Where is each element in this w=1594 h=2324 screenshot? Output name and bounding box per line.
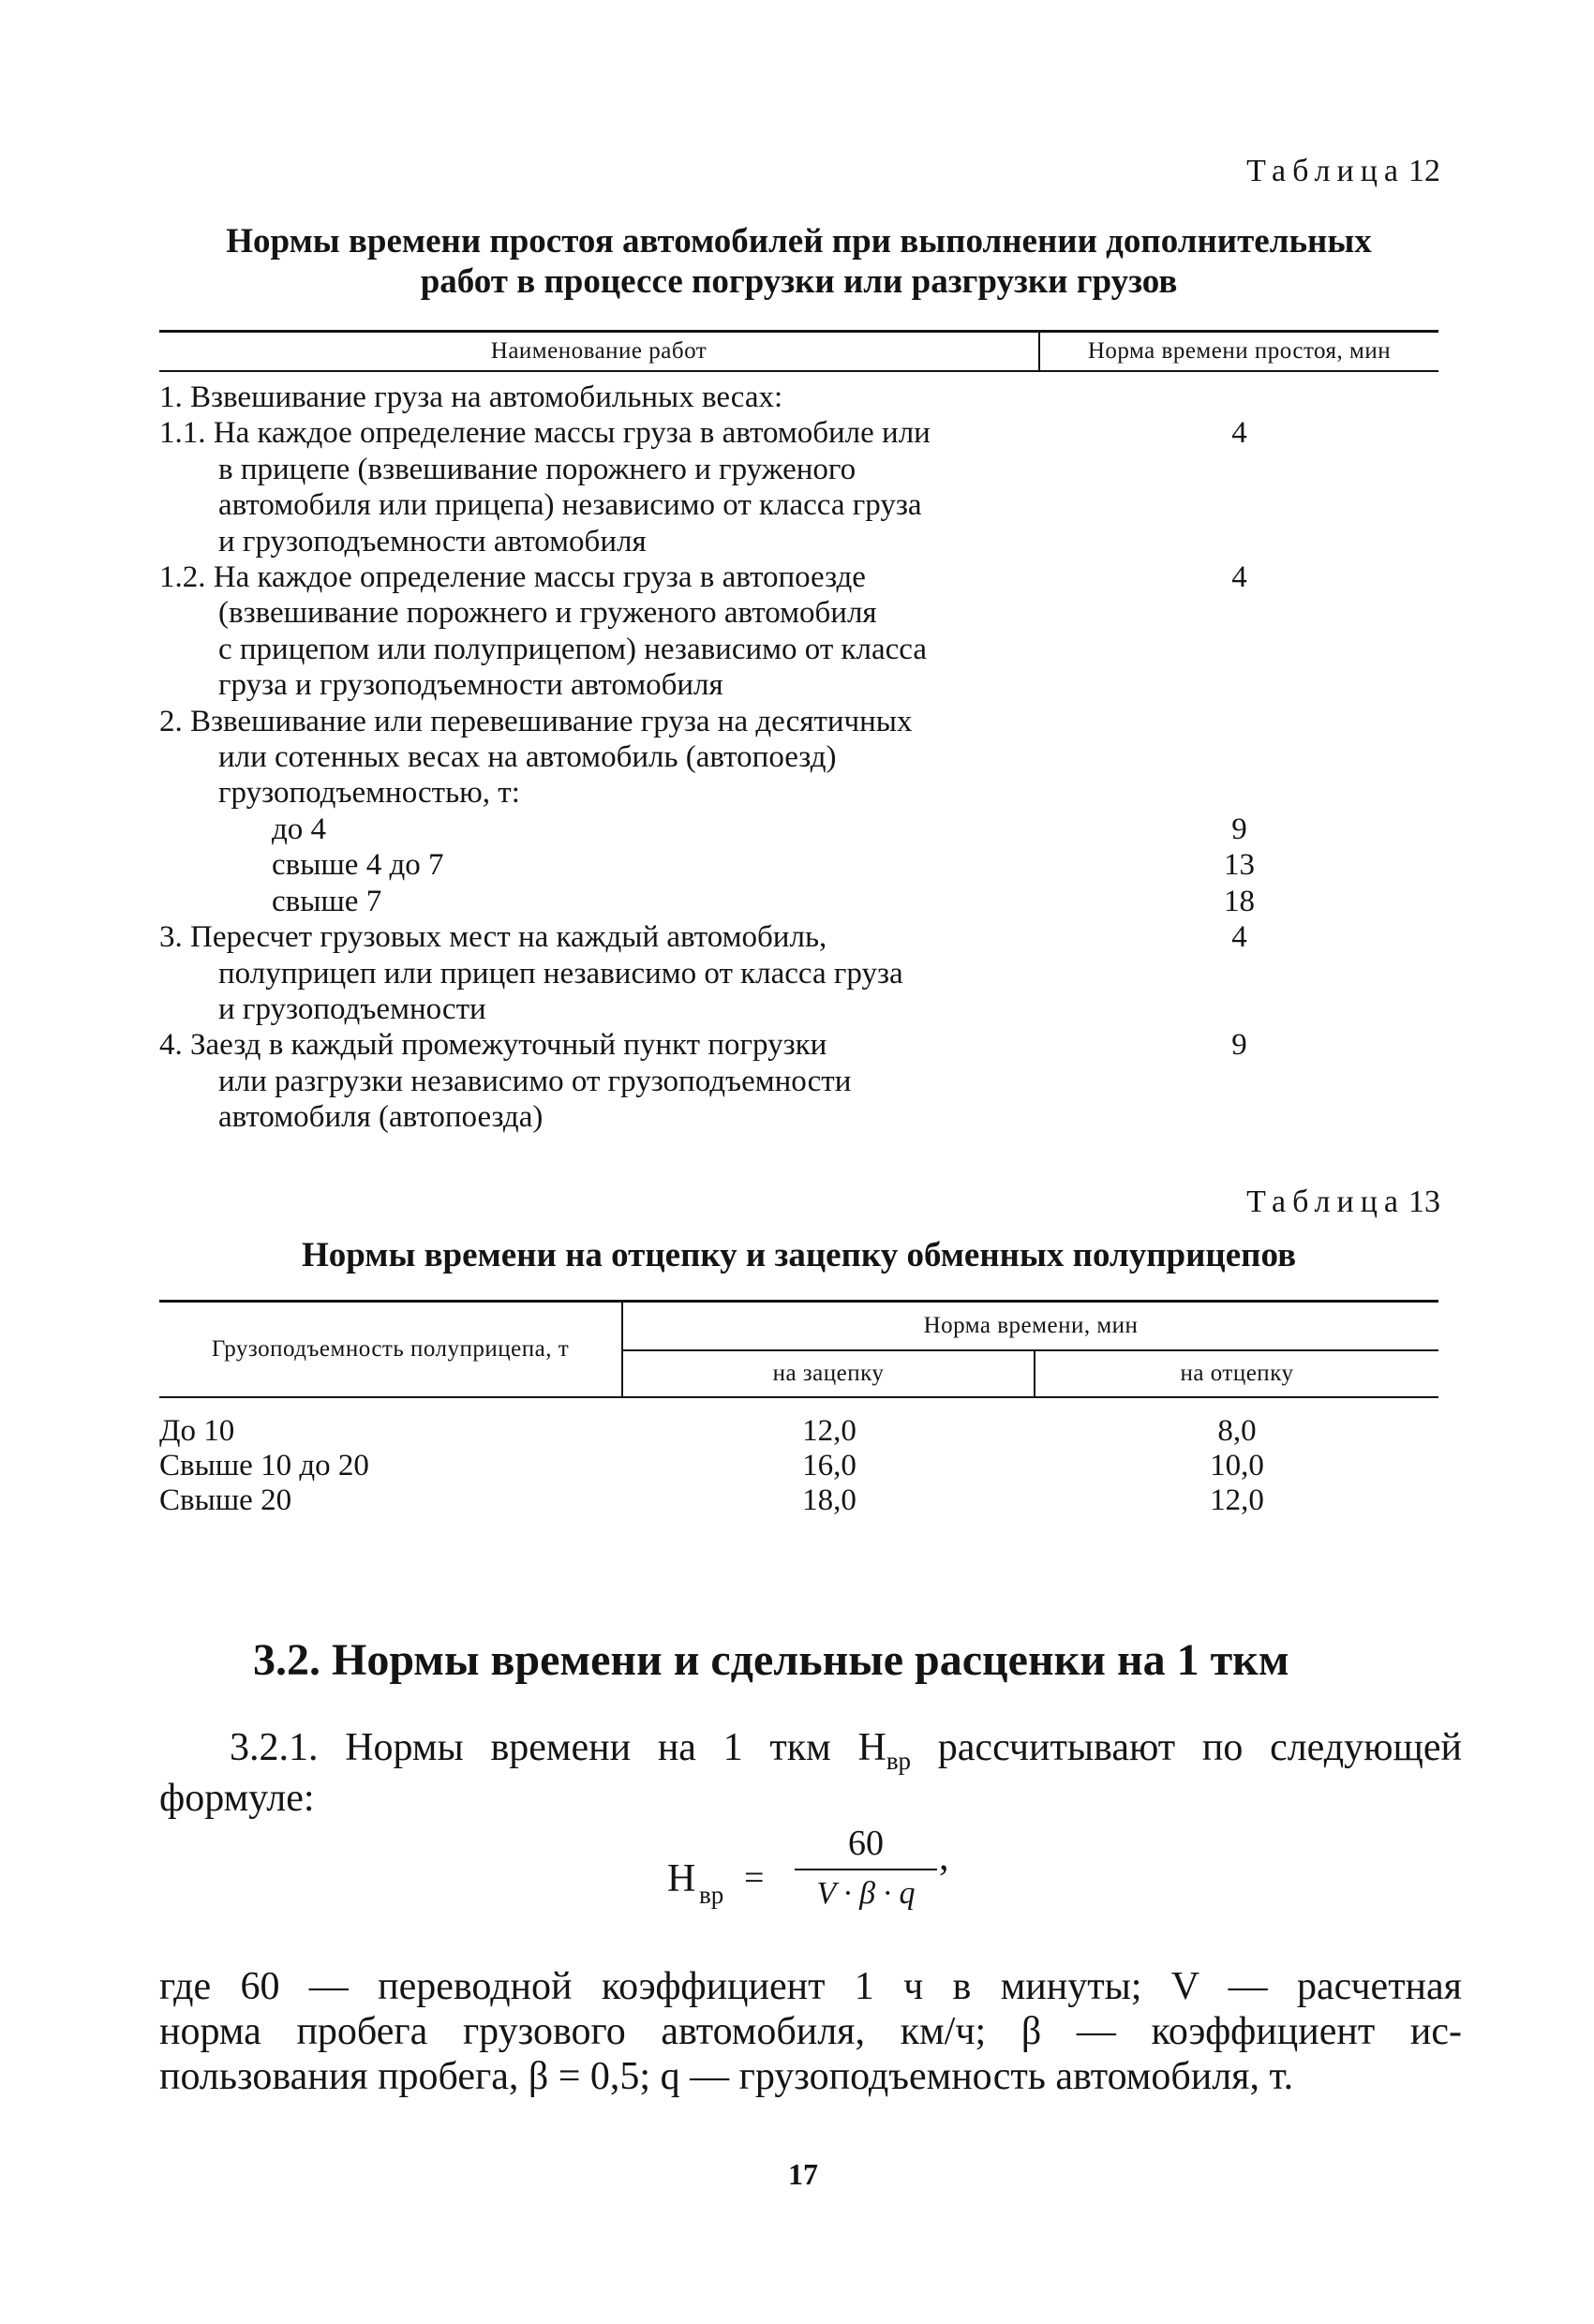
work-name-line: 2. Взвешивание или перевешивание груза на десятичных: [159, 704, 913, 738]
work-name-cell: [159, 884, 1040, 919]
title-line: работ в процессе погрузки или разгрузки грузов: [420, 262, 1178, 301]
norm-value-cell: 13: [1224, 848, 1255, 883]
column-header-uncoupling: на отцепку: [1180, 1361, 1294, 1386]
norm-value-cell: 4: [1231, 416, 1247, 451]
formula-subscript: вр: [699, 1881, 724, 1909]
formula-explanation: [159, 1964, 1462, 2099]
uncoupling-time-cell: 12,0: [1210, 1483, 1264, 1517]
table-13-header: [159, 1300, 1438, 1398]
table-12-header: [159, 330, 1438, 372]
explanation-line: норма пробега грузового автомобиля, км/ч; β — коэффициент ис-: [159, 2010, 1462, 2053]
work-name-line: или разгрузки независимо от грузоподъемности: [218, 1064, 852, 1098]
paragraph-text: 3.2.1. Нормы времени на 1 ткм Н: [230, 1726, 886, 1769]
table-12-title: [159, 221, 1438, 302]
formula-numerator: 60: [795, 1818, 937, 1870]
table-12-label: [1246, 153, 1440, 190]
subscript: вр: [886, 1747, 912, 1775]
work-name-line: свыше 4 до 7: [272, 848, 444, 883]
capacity-cell: Свыше 20: [159, 1483, 292, 1517]
column-header-norm: Норма времени простоя, мин: [1087, 338, 1392, 364]
work-name-line: или сотенных весах на автомобиль (автопоезд): [218, 740, 837, 775]
work-name-line: полуприцеп или прицеп независимо от класса груза: [218, 956, 903, 991]
work-name-line: свыше 7: [272, 884, 382, 918]
table-subrow: [159, 812, 1438, 847]
norm-value-cell: [1040, 704, 1438, 812]
column-header-capacity: Грузоподъемность полуприцепа, т: [159, 1303, 623, 1396]
page-number: 17: [788, 2157, 818, 2191]
formula: [656, 1813, 965, 1921]
work-name-line: автомобиля или прицепа) независимо от класса груза: [218, 488, 922, 523]
table-13-body: [159, 1414, 1438, 1518]
work-name-line: 1.1. На каждое определение массы груза в автомобиле или: [159, 416, 931, 451]
table-label-number: 13: [1408, 1184, 1440, 1219]
formula-fraction: [795, 1818, 937, 1917]
work-name-cell: [159, 847, 1040, 883]
table-label-word: Таблица: [1246, 1184, 1405, 1219]
column-header-work: Наименование работ: [159, 333, 1040, 370]
work-name-cell: [159, 559, 1040, 704]
work-name-line: грузоподъемностью, т:: [218, 776, 520, 811]
table-row: [159, 380, 1438, 415]
column-header-norm: Норма времени, мин: [623, 1303, 1438, 1351]
paragraph-text: рассчитывают по следующей: [911, 1726, 1462, 1769]
paragraph-line: [159, 1724, 1462, 1775]
table-13-title: Нормы времени на отцепку и зацепку обменных полуприцепов: [301, 1236, 1297, 1274]
work-name-cell: [159, 380, 1040, 415]
norm-value-cell: 4: [1231, 560, 1247, 595]
table-12-body: [159, 380, 1438, 1136]
norm-value-cell: 9: [1231, 1028, 1247, 1063]
work-name-line: 1. Взвешивание груза на автомобильных весах:: [159, 380, 783, 414]
work-name-line: автомобиля (автопоезда): [218, 1100, 544, 1135]
work-name-line: с прицепом или полуприцепом) независимо от класса: [218, 632, 928, 666]
table-row: [159, 1027, 1438, 1135]
norm-value-cell: [1040, 380, 1438, 415]
coupling-time-cell: 12,0: [802, 1414, 857, 1448]
work-name-cell: [159, 1027, 1040, 1135]
work-name-line: 3. Пересчет грузовых мест на каждый автомобиль,: [159, 920, 827, 955]
norm-value-cell: 9: [1231, 812, 1247, 846]
work-name-line: груза и грузоподъемности автомобиля: [218, 668, 723, 703]
capacity-cell: Свыше 10 до 20: [159, 1449, 369, 1482]
table-subrow: [159, 847, 1438, 883]
table-row: [159, 919, 1438, 1027]
formula-equals: =: [744, 1858, 765, 1898]
table-row: [159, 1414, 1438, 1449]
table-label-number: 12: [1408, 154, 1440, 188]
paragraph-3-2-1: [159, 1724, 1462, 1822]
formula-comma: ,: [939, 1836, 949, 1879]
work-name-cell: [159, 812, 1040, 847]
table-row: [159, 1449, 1438, 1483]
table-row: [159, 704, 1438, 812]
norm-value-cell: 18: [1224, 884, 1255, 918]
coupling-time-cell: 18,0: [802, 1483, 857, 1517]
formula-symbol: Н: [667, 1857, 696, 1900]
table-row: [159, 559, 1438, 704]
formula-denominator: V · β · q: [816, 1876, 916, 1911]
work-name-line: 4. Заезд в каждый промежуточный пункт погрузки: [159, 1028, 827, 1063]
explanation-line: где 60 — переводной коэффициент 1 ч в минуты; V — расчетная: [159, 1965, 1462, 2008]
title-line: Нормы времени простоя автомобилей при выполнении дополнительных: [226, 222, 1372, 261]
work-name-line: 1.2. На каждое определение массы груза в автопоезде: [159, 560, 866, 595]
section-heading: 3.2. Нормы времени и сдельные расценки на 1 ткм: [253, 1635, 1289, 1685]
table-subrow: [159, 884, 1438, 919]
paragraph-line: формуле:: [159, 1777, 315, 1820]
work-name-cell: [159, 919, 1040, 1027]
work-name-line: (взвешивание порожнего и груженого автомобиля: [218, 596, 877, 631]
work-name-line: в прицепе (взвешивание порожнего и груженого: [218, 452, 857, 486]
work-name-cell: [159, 704, 1040, 812]
norm-value-cell: 4: [1231, 920, 1247, 955]
table-13-label: [1246, 1184, 1440, 1221]
capacity-cell: До 10: [159, 1414, 235, 1448]
work-name-line: и грузоподъемности: [218, 991, 486, 1026]
uncoupling-time-cell: 10,0: [1210, 1449, 1264, 1482]
uncoupling-time-cell: 8,0: [1217, 1414, 1257, 1448]
work-name-line: до 4: [272, 812, 327, 846]
explanation-line: пользования пробега, β = 0,5; q — грузоподъемность автомобиля, т.: [159, 2055, 1294, 2098]
work-name-line: и грузоподъемности автомобиля: [218, 524, 647, 559]
table-label-word: Таблица: [1246, 154, 1405, 188]
coupling-time-cell: 16,0: [802, 1449, 857, 1482]
table-row: [159, 1483, 1438, 1518]
table-row: [159, 415, 1438, 559]
work-name-cell: [159, 415, 1040, 559]
column-header-coupling: на зацепку: [623, 1351, 1035, 1396]
